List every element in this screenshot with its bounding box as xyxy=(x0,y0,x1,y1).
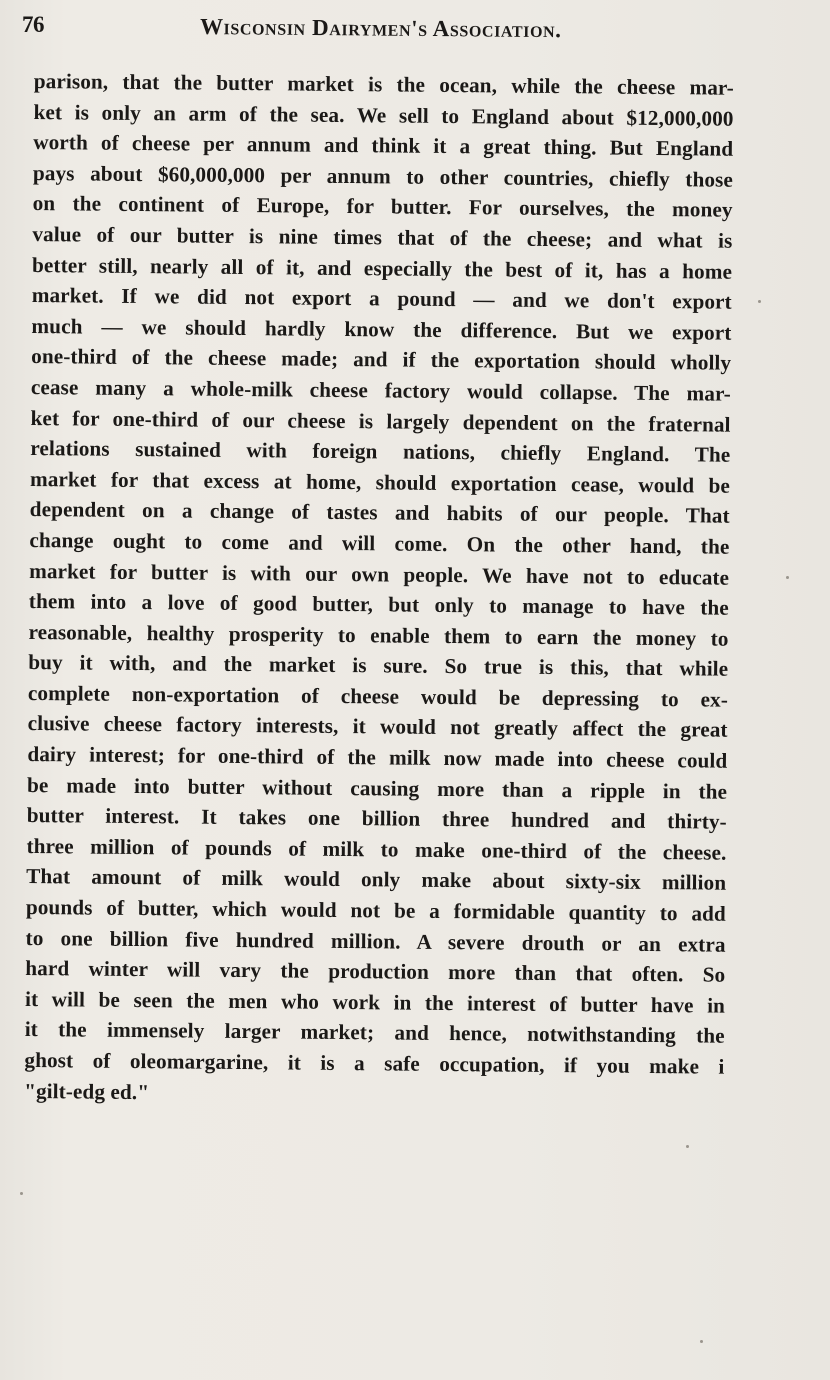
text-line: it will be seen the men who work in the interest of butter have in xyxy=(24,986,726,1018)
text-line: ket is only an arm of the sea. We sell to England about $12,000,000 xyxy=(33,99,734,131)
text-line: parison, that the butter market is the ocean, while the cheese mar- xyxy=(33,68,734,100)
running-head-title: Wisconsin Dairymen's Association. xyxy=(199,14,562,43)
text-line: it the immensely larger market; and hence, notwithstanding the xyxy=(24,1017,725,1049)
text-line: dairy interest; for one-third of the milk now made into cheese could xyxy=(27,742,728,773)
text-line: three million of pounds of milk to make one-third of the cheese. xyxy=(26,833,727,865)
text-line: reasonable, healthy prosperity to enable them to earn the money to xyxy=(28,619,729,651)
text-line: dependent on a change of tastes and habits of our people. That xyxy=(29,497,730,529)
text-line: much — we should hardly know the difference. But we export xyxy=(31,313,732,345)
text-line: relations sustained with foreign nations, chiefly England. The xyxy=(30,436,731,467)
text-line: market. If we did not export a pound — and we don't export xyxy=(31,283,732,314)
text-line: one-third of the cheese made; and if the exportation should wholly xyxy=(31,344,732,376)
text-line: market for butter is with our own people. We have not to educate xyxy=(29,558,730,590)
text-line: cease many a whole-milk cheese factory would collapse. The mar- xyxy=(30,374,732,406)
paper-speck xyxy=(786,576,789,579)
text-line: buy it with, and the market is sure. So true is this, that while xyxy=(28,650,729,681)
text-line: clusive cheese factory interests, it would not greatly affect the great xyxy=(27,711,728,743)
text-line: them into a love of good butter, but only to manage to have the xyxy=(28,589,729,620)
paper-speck xyxy=(686,1145,689,1148)
text-line: on the continent of Europe, for butter. For ourselves, the money xyxy=(32,191,733,223)
text-line: pounds of butter, which would not be a formidable quantity to add xyxy=(25,894,727,926)
paper-speck xyxy=(758,300,761,303)
text-line: That amount of milk would only make about sixty-six million xyxy=(26,864,727,896)
text-line: value of our butter is nine times that of the cheese; and what is xyxy=(32,221,733,253)
running-head xyxy=(22,12,802,48)
text-line: complete non-exportation of cheese would be depressing to ex- xyxy=(27,680,729,712)
text-line: change ought to come and will come. On the other hand, the xyxy=(29,527,730,559)
paper-speck xyxy=(700,1340,703,1343)
text-line: better still, nearly all of it, and especially the best of it, has a home xyxy=(31,252,733,284)
text-line: market for that excess at home, should exportation cease, would be xyxy=(29,466,731,498)
text-line: to one billion five hundred million. A severe drouth or an extra xyxy=(25,925,726,957)
text-line: pays about $60,000,000 per annum to other countries, chiefly those xyxy=(32,160,734,192)
paper-speck xyxy=(20,1192,23,1195)
text-line: ket for one-third of our cheese is largely dependent on the fraternal xyxy=(30,405,731,437)
body-paragraph xyxy=(24,66,734,1113)
text-line: hard winter will vary the production more than that often. So xyxy=(25,956,726,987)
text-line: worth of cheese per annum and think it a great thing. But England xyxy=(33,130,734,161)
text-line: "gilt-edg ed." xyxy=(24,1078,150,1104)
text-line: ghost of oleomargarine, it is a safe occupation, if you make i xyxy=(24,1047,725,1079)
text-line: butter interest. It takes one billion three hundred and thirty- xyxy=(26,803,727,834)
text-line: be made into butter without causing more than a ripple in the xyxy=(26,772,728,804)
page-number: 76 xyxy=(22,12,44,37)
